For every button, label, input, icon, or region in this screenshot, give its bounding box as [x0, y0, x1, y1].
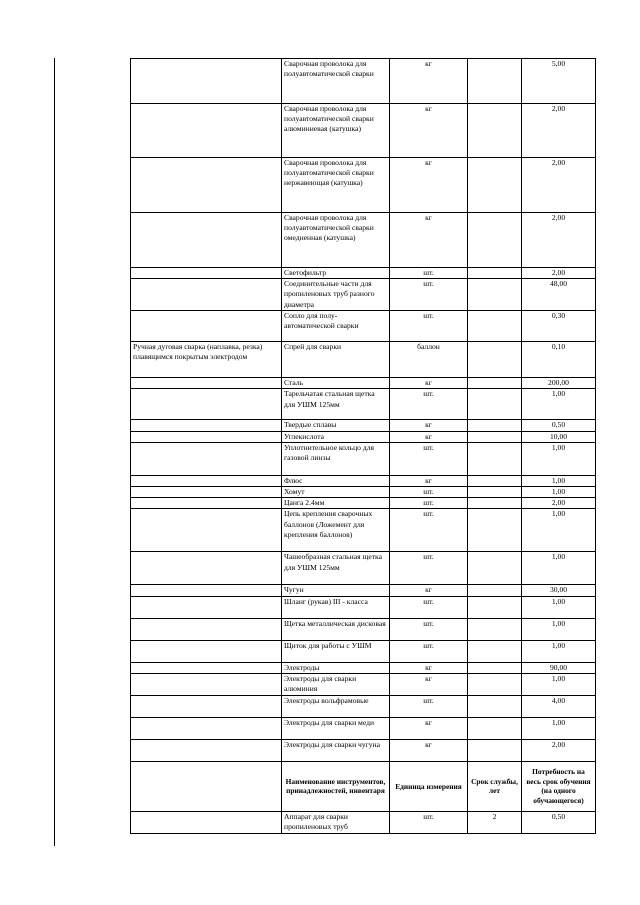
- quantity-cell: 1,00: [522, 552, 596, 585]
- quantity-cell: 1,00: [522, 389, 596, 420]
- table-row: [131, 509, 596, 552]
- unit-cell: шт.: [390, 596, 468, 618]
- table-row: [131, 739, 596, 761]
- service-life-cell: [468, 673, 522, 695]
- table-row: [131, 717, 596, 739]
- unit-cell: Единица измерения: [390, 761, 468, 811]
- service-life-cell: [468, 618, 522, 640]
- unit-cell: шт.: [390, 279, 468, 311]
- item-name-cell: Чугун: [282, 585, 390, 596]
- item-name-cell: Сварочная проволока для полуавтоматической сварки: [282, 59, 390, 104]
- quantity-cell: 2,00: [522, 498, 596, 509]
- item-name-cell: Аппарат для сварки пропиленовых труб: [282, 811, 390, 833]
- table-row: [131, 475, 596, 486]
- service-life-cell: [468, 596, 522, 618]
- table-row: [131, 487, 596, 498]
- unit-cell: кг: [390, 158, 468, 213]
- item-name-cell: Сварочная проволока для полуавтоматической сварки омедненная (катушка): [282, 213, 390, 268]
- unit-cell: кг: [390, 662, 468, 673]
- table-row: [131, 442, 596, 475]
- quantity-cell: 1,00: [522, 717, 596, 739]
- quantity-cell: 2,00: [522, 739, 596, 761]
- category-cell: [131, 618, 282, 640]
- unit-cell: шт.: [390, 268, 468, 279]
- service-life-cell: [468, 378, 522, 389]
- item-name-cell: Тарельчатая стальная щетка для УШМ 125мм: [282, 389, 390, 420]
- unit-cell: кг: [390, 59, 468, 104]
- item-name-cell: Электроды для сварки меди: [282, 717, 390, 739]
- materials-table-body: [131, 59, 596, 834]
- category-cell: [131, 104, 282, 158]
- category-cell: [131, 442, 282, 475]
- service-life-cell: [468, 739, 522, 761]
- item-name-cell: Сварочная проволока для полуавтоматической сварки алюминиевая (катушка): [282, 104, 390, 158]
- quantity-cell: 4,00: [522, 695, 596, 717]
- item-name-cell: Щиток для работы с УШМ: [282, 640, 390, 662]
- service-life-cell: [468, 487, 522, 498]
- category-cell: [131, 420, 282, 431]
- category-cell: [131, 585, 282, 596]
- quantity-cell: 1,00: [522, 487, 596, 498]
- table-row: [131, 104, 596, 158]
- table-row: [131, 618, 596, 640]
- unit-cell: баллон: [390, 342, 468, 378]
- service-life-cell: [468, 640, 522, 662]
- item-name-cell: Электроды для сварки алюминия: [282, 673, 390, 695]
- unit-cell: кг: [390, 717, 468, 739]
- category-cell: [131, 509, 282, 552]
- quantity-cell: 2,00: [522, 158, 596, 213]
- table-row: [131, 213, 596, 268]
- service-life-cell: [468, 442, 522, 475]
- category-cell: [131, 739, 282, 761]
- service-life-cell: [468, 311, 522, 342]
- quantity-cell: 0,50: [522, 420, 596, 431]
- service-life-cell: [468, 552, 522, 585]
- item-name-cell: Электроды вольфрамовые: [282, 695, 390, 717]
- item-name-cell: Хомут: [282, 487, 390, 498]
- table-row: [131, 342, 596, 378]
- quantity-cell: 2,00: [522, 213, 596, 268]
- service-life-cell: Срок службы, лет: [468, 761, 522, 811]
- item-name-cell: Цепь крепления сварочных баллонов (Ложемент для крепления баллонов): [282, 509, 390, 552]
- quantity-cell: 0,50: [522, 811, 596, 833]
- category-cell: [131, 475, 282, 486]
- category-cell: Ручная дуговая сварка (наплавка, резка) плавящимся покрытым электродом: [131, 342, 282, 378]
- unit-cell: шт.: [390, 498, 468, 509]
- item-name-cell: Сталь: [282, 378, 390, 389]
- service-life-cell: [468, 104, 522, 158]
- table-row: [131, 158, 596, 213]
- category-cell: [131, 378, 282, 389]
- quantity-cell: 2,00: [522, 268, 596, 279]
- item-name-cell: Спрей для сварки: [282, 342, 390, 378]
- unit-cell: шт.: [390, 442, 468, 475]
- unit-cell: шт.: [390, 311, 468, 342]
- service-life-cell: [468, 498, 522, 509]
- quantity-cell: 1,00: [522, 618, 596, 640]
- item-name-cell: Электроды: [282, 662, 390, 673]
- service-life-cell: [468, 662, 522, 673]
- table-row: [131, 695, 596, 717]
- quantity-cell: 1,00: [522, 509, 596, 552]
- category-cell: [131, 213, 282, 268]
- category-cell: [131, 673, 282, 695]
- unit-cell: кг: [390, 673, 468, 695]
- service-life-cell: [468, 158, 522, 213]
- service-life-cell: [468, 475, 522, 486]
- unit-cell: шт.: [390, 695, 468, 717]
- category-cell: [131, 695, 282, 717]
- table-row: [131, 662, 596, 673]
- table-header-row: [131, 761, 596, 811]
- unit-cell: кг: [390, 475, 468, 486]
- service-life-cell: [468, 509, 522, 552]
- service-life-cell: [468, 213, 522, 268]
- service-life-cell: [468, 420, 522, 431]
- table-row: [131, 552, 596, 585]
- category-cell: [131, 487, 282, 498]
- category-cell: [131, 431, 282, 442]
- unit-cell: кг: [390, 104, 468, 158]
- table-row: [131, 279, 596, 311]
- table-row: [131, 673, 596, 695]
- materials-table: [130, 58, 596, 834]
- item-name-cell: Светофильтр: [282, 268, 390, 279]
- item-name-cell: Шланг (рукав) III - класса: [282, 596, 390, 618]
- quantity-cell: 2,00: [522, 104, 596, 158]
- unit-cell: шт.: [390, 509, 468, 552]
- quantity-cell: 10,00: [522, 431, 596, 442]
- unit-cell: кг: [390, 420, 468, 431]
- service-life-cell: [468, 268, 522, 279]
- service-life-cell: [468, 585, 522, 596]
- category-cell: [131, 640, 282, 662]
- quantity-cell: 200,00: [522, 378, 596, 389]
- quantity-cell: 1,00: [522, 673, 596, 695]
- category-cell: [131, 389, 282, 420]
- item-name-cell: Уплотнительное кольцо для газовой линзы: [282, 442, 390, 475]
- category-cell: [131, 268, 282, 279]
- unit-cell: шт.: [390, 552, 468, 585]
- item-name-cell: Электроды для сварки чугуна: [282, 739, 390, 761]
- quantity-cell: 90,00: [522, 662, 596, 673]
- category-cell: [131, 498, 282, 509]
- unit-cell: кг: [390, 585, 468, 596]
- table-row: [131, 378, 596, 389]
- unit-cell: кг: [390, 739, 468, 761]
- table-row: [131, 268, 596, 279]
- quantity-cell: 1,00: [522, 596, 596, 618]
- item-name-cell: Щетка металлическая дисковая: [282, 618, 390, 640]
- item-name-cell: Наименование инструментов, принадлежностей, инвентаря: [282, 761, 390, 811]
- category-cell: [131, 59, 282, 104]
- category-cell: [131, 552, 282, 585]
- table-row: [131, 311, 596, 342]
- quantity-cell: 48,00: [522, 279, 596, 311]
- service-life-cell: [468, 389, 522, 420]
- category-cell: [131, 717, 282, 739]
- quantity-cell: 1,00: [522, 475, 596, 486]
- table-row: [131, 59, 596, 104]
- service-life-cell: [468, 717, 522, 739]
- table-row: [131, 389, 596, 420]
- service-life-cell: [468, 342, 522, 378]
- unit-cell: шт.: [390, 389, 468, 420]
- item-name-cell: Цанга 2.4мм: [282, 498, 390, 509]
- quantity-cell: 0,30: [522, 311, 596, 342]
- table-row: [131, 596, 596, 618]
- table-row: [131, 585, 596, 596]
- quantity-cell: 1,00: [522, 640, 596, 662]
- table-row: [131, 640, 596, 662]
- table-row: [131, 431, 596, 442]
- category-cell: [131, 279, 282, 311]
- service-life-cell: 2: [468, 811, 522, 833]
- item-name-cell: Флюс: [282, 475, 390, 486]
- unit-cell: шт.: [390, 640, 468, 662]
- service-life-cell: [468, 279, 522, 311]
- category-cell: [131, 811, 282, 833]
- service-life-cell: [468, 431, 522, 442]
- item-name-cell: Сварочная проволока для полуавтоматической сварки нержавеющая (катушка): [282, 158, 390, 213]
- item-name-cell: Твердые сплавы: [282, 420, 390, 431]
- category-cell: [131, 761, 282, 811]
- category-cell: [131, 158, 282, 213]
- table-row: [131, 420, 596, 431]
- quantity-cell: 1,00: [522, 442, 596, 475]
- category-cell: [131, 662, 282, 673]
- quantity-cell: 30,00: [522, 585, 596, 596]
- quantity-cell: 0,10: [522, 342, 596, 378]
- unit-cell: шт.: [390, 811, 468, 833]
- table-row: [131, 498, 596, 509]
- category-cell: [131, 311, 282, 342]
- item-name-cell: Углекислота: [282, 431, 390, 442]
- item-name-cell: Чашеобразная стальная щетка для УШМ 125мм: [282, 552, 390, 585]
- item-name-cell: Соединительные части для пропиленовых труб разного диаметра: [282, 279, 390, 311]
- category-cell: [131, 596, 282, 618]
- item-name-cell: Сопло для полу-автоматической сварки: [282, 311, 390, 342]
- unit-cell: кг: [390, 431, 468, 442]
- service-life-cell: [468, 695, 522, 717]
- unit-cell: кг: [390, 213, 468, 268]
- unit-cell: шт.: [390, 487, 468, 498]
- table-row: [131, 811, 596, 833]
- unit-cell: шт.: [390, 618, 468, 640]
- service-life-cell: [468, 59, 522, 104]
- quantity-cell: Потребность на весь срок обучения (на одного обучающегося): [522, 761, 596, 811]
- unit-cell: кг: [390, 378, 468, 389]
- page-margin-rule: [54, 58, 55, 846]
- quantity-cell: 5,00: [522, 59, 596, 104]
